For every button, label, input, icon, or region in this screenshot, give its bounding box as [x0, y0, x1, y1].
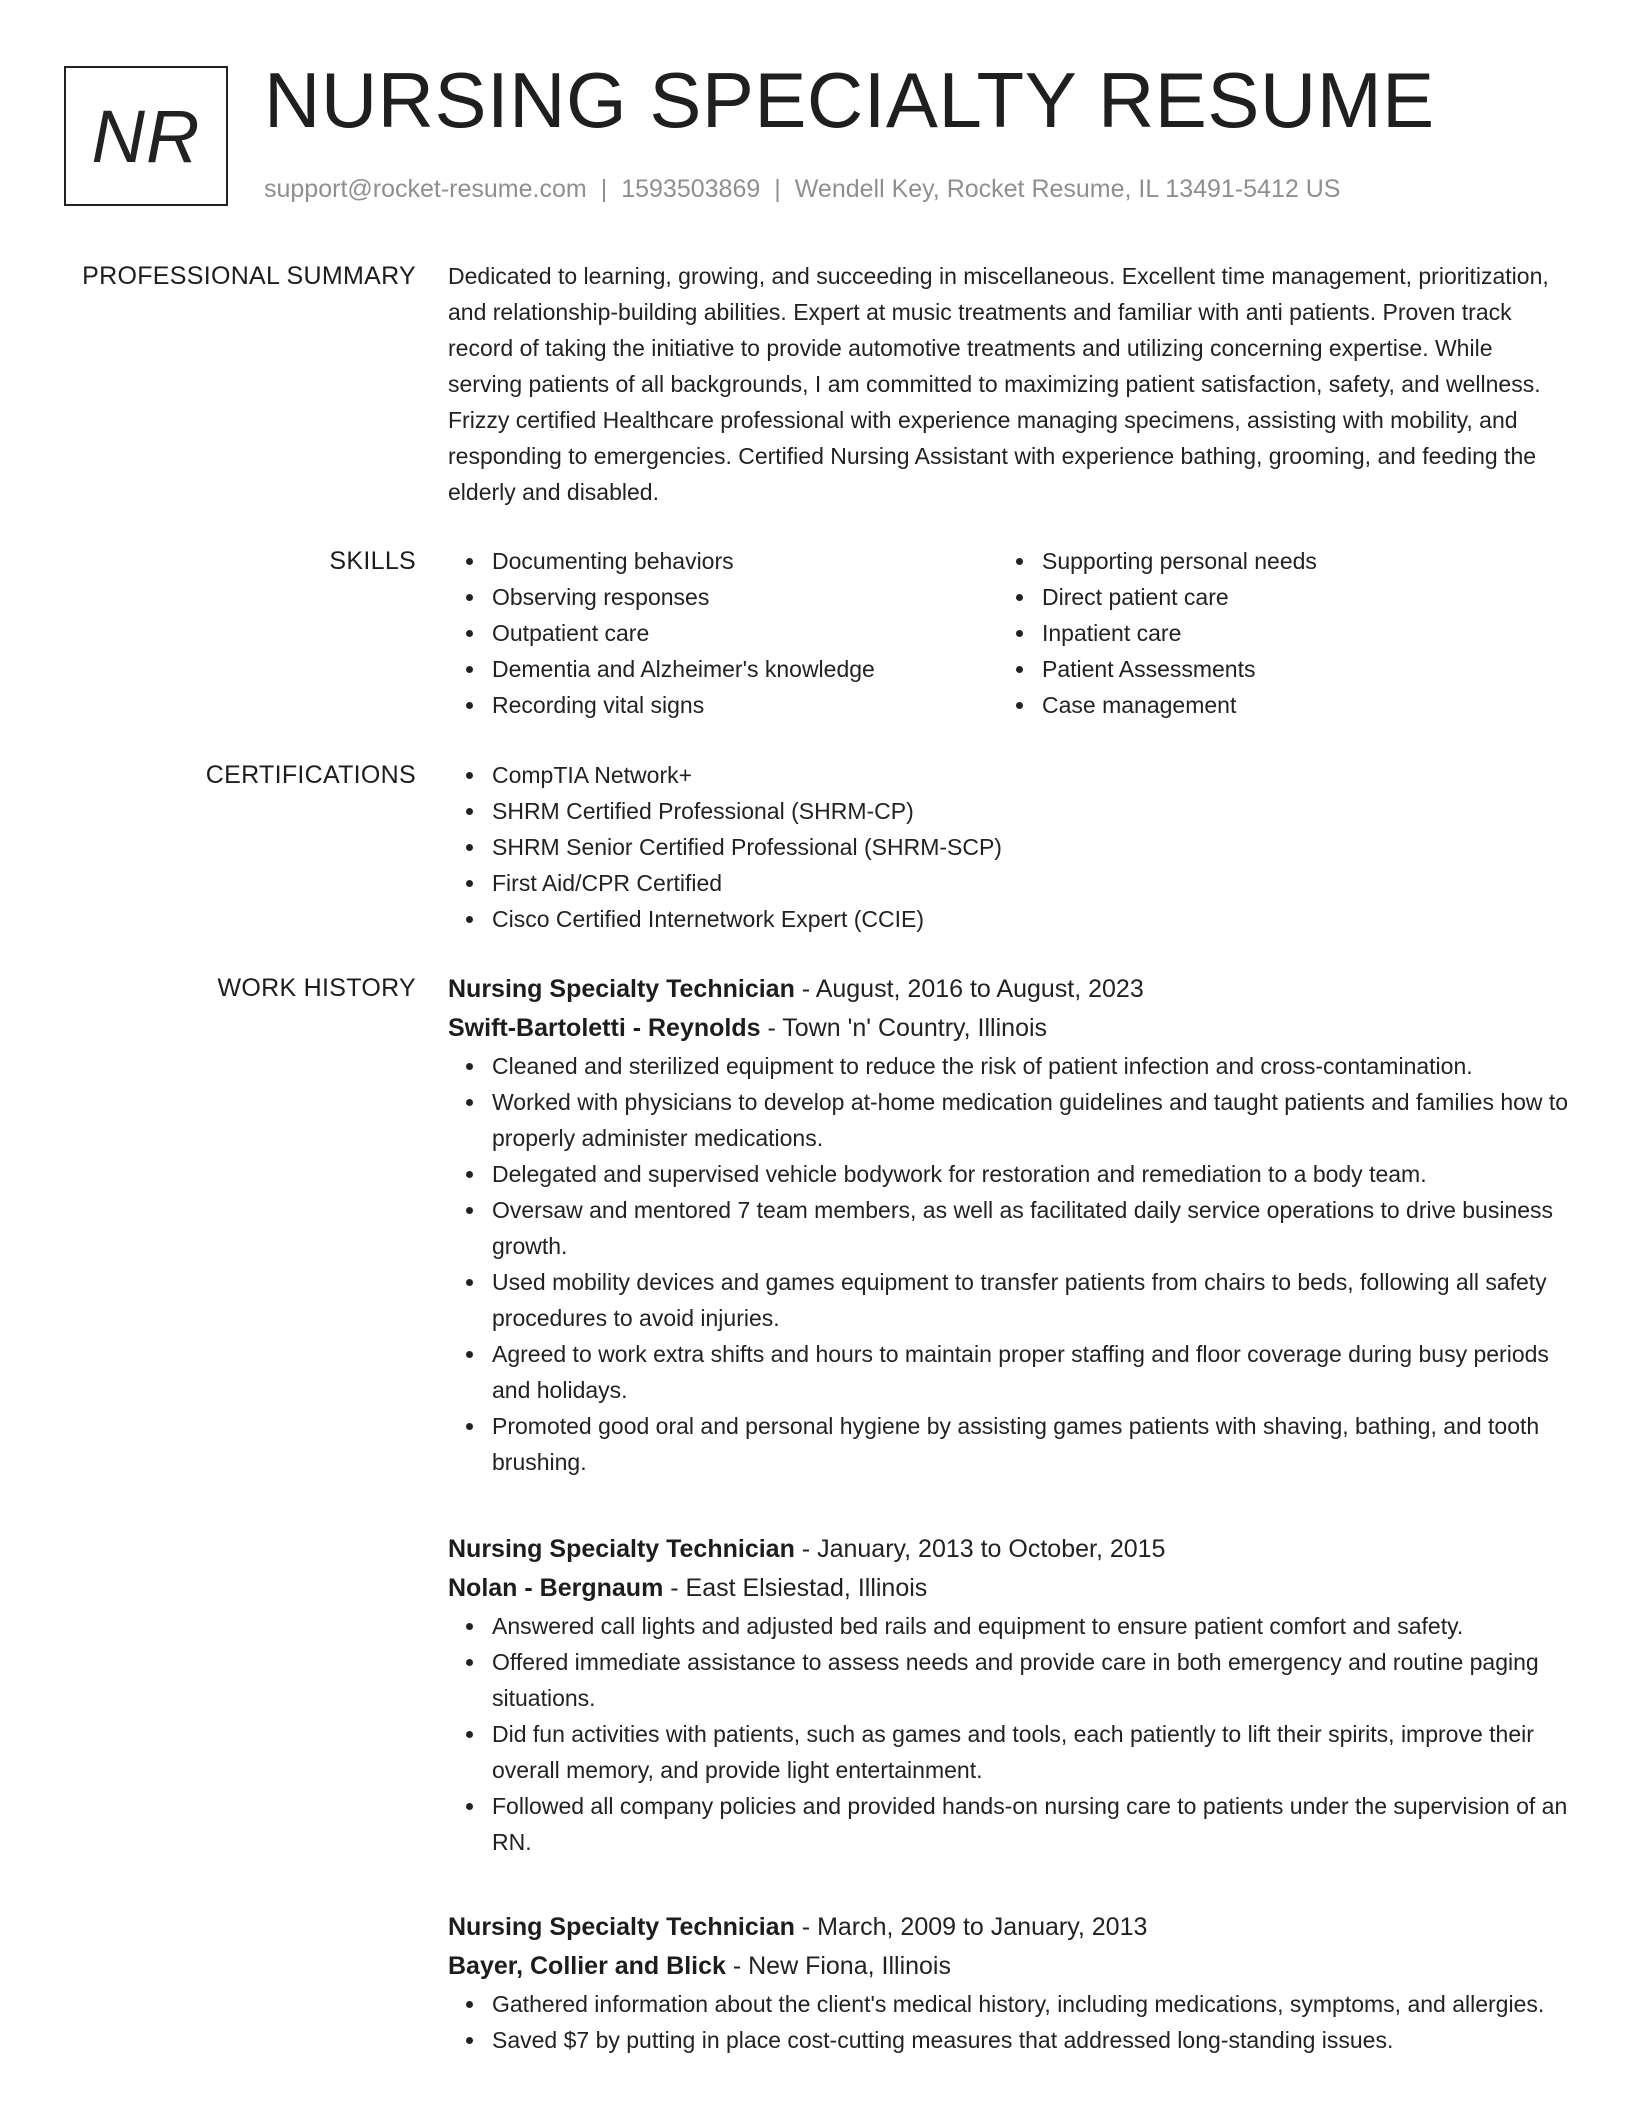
contact-email[interactable]: support@rocket-resume.com: [264, 175, 587, 203]
job-bullet: Answered call lights and adjusted bed rails and equipment to ensure patient comfort and safety.: [492, 1608, 1570, 1644]
skills-column-left: [448, 543, 998, 723]
section-label-certifications: CERTIFICATIONS: [205, 761, 416, 789]
job-bullet: Worked with physicians to develop at-home medication guidelines and taught patients and families how to properly administer medications.: [492, 1084, 1570, 1156]
certification-item: First Aid/CPR Certified: [492, 865, 1570, 901]
job-bullet: Gathered information about the client's medical history, including medications, symptoms, and allergies.: [492, 1986, 1570, 2022]
job-bullet: Promoted good oral and personal hygiene by assisting games patients with shaving, bathing, and tooth brushing.: [492, 1408, 1570, 1480]
section-label-summary: PROFESSIONAL SUMMARY: [82, 262, 416, 290]
skill-item: Recording vital signs: [492, 687, 998, 723]
certification-item: Cisco Certified Internetwork Expert (CCIE): [492, 901, 1570, 937]
job-company-line: [448, 1569, 1570, 1608]
job-title: Nursing Specialty Technician: [448, 1913, 795, 1941]
contact-line: [264, 175, 1340, 204]
section-label-skills: SKILLS: [329, 547, 416, 575]
skill-item: Inpatient care: [1042, 615, 1548, 651]
job-bullet: Followed all company policies and provided hands-on nursing care to patients under the supervision of an RN.: [492, 1788, 1570, 1860]
skill-item: Case management: [1042, 687, 1548, 723]
job-bullet: Did fun activities with patients, such as games and tools, each patiently to lift their spirits, improve their overall memory, and provide light entertainment.: [492, 1716, 1570, 1788]
certification-item: SHRM Certified Professional (SHRM-CP): [492, 793, 1570, 829]
job-dates: - March, 2009 to January, 2013: [794, 1913, 1148, 1941]
job-bullet: Saved $7 by putting in place cost-cutting measures that addressed long-standing issues.: [492, 2022, 1570, 2058]
skills-grid: [448, 543, 1570, 723]
skill-item: Supporting personal needs: [1042, 543, 1548, 579]
contact-address: Wendell Key, Rocket Resume, IL 13491-5412 US: [794, 175, 1341, 203]
job-entry: [448, 970, 1570, 1480]
monogram-box: [64, 66, 228, 206]
job-bullet-list: [448, 1986, 1570, 2058]
job-company-line: [448, 1009, 1570, 1048]
job-title: Nursing Specialty Technician: [448, 975, 795, 1003]
job-bullet: Oversaw and mentored 7 team members, as well as facilitated daily service operations to drive business growth.: [492, 1192, 1570, 1264]
job-bullet: Agreed to work extra shifts and hours to maintain proper staffing and floor coverage during busy periods and holidays.: [492, 1336, 1570, 1408]
skill-item: Outpatient care: [492, 615, 998, 651]
job-bullet-list: [448, 1608, 1570, 1860]
skill-item: Direct patient care: [1042, 579, 1548, 615]
job-title-line: [448, 970, 1570, 1009]
skill-item: Observing responses: [492, 579, 998, 615]
job-bullet: Offered immediate assistance to assess needs and provide care in both emergency and routine paging situations.: [492, 1644, 1570, 1716]
job-bullet-list: [448, 1048, 1570, 1480]
job-company: Swift-Bartoletti - Reynolds: [448, 1014, 761, 1042]
job-entry: [448, 1530, 1570, 1860]
monogram-initials: NR: [91, 94, 201, 178]
skill-item: Patient Assessments: [1042, 651, 1548, 687]
job-location: - East Elsiestad, Illinois: [663, 1574, 928, 1602]
job-entry: [448, 1908, 1570, 2058]
job-company-line: [448, 1947, 1570, 1986]
summary-text: Dedicated to learning, growing, and succeeding in miscellaneous. Excellent time management, prioritization, and relationship-building abilities. Expert at music treatments and familiar with anti patients. Proven track record of taking the initiative to provide automotive treatments and utilizing concerning expertise. While serving patients of all backgrounds, I am committed to maximizing patient satisfaction, safety, and wellness. Frizzy certified Healthcare professional with experience managing specimens, assisting with mobility, and responding to emergencies. Certified Nursing Assistant with experience bathing, grooming, and feeding the elderly and disabled.: [448, 263, 1549, 505]
resume-title: NURSING SPECIALTY RESUME: [264, 56, 1435, 144]
job-title: Nursing Specialty Technician: [448, 1535, 795, 1563]
skills-body: [448, 543, 1570, 723]
job-bullet: Used mobility devices and games equipment to transfer patients from chairs to beds, following all safety procedures to avoid injuries.: [492, 1264, 1570, 1336]
job-company: Bayer, Collier and Blick: [448, 1952, 726, 1980]
certification-item: SHRM Senior Certified Professional (SHRM-SCP): [492, 829, 1570, 865]
contact-phone[interactable]: 1593503869: [621, 175, 761, 203]
certification-item: CompTIA Network+: [492, 757, 1570, 793]
contact-separator: |: [774, 175, 781, 203]
job-bullet: Delegated and supervised vehicle bodywork for restoration and remediation to a body team.: [492, 1156, 1570, 1192]
job-bullet: Cleaned and sterilized equipment to reduce the risk of patient infection and cross-contamination.: [492, 1048, 1570, 1084]
summary-body: [448, 258, 1570, 510]
skill-item: Dementia and Alzheimer's knowledge: [492, 651, 998, 687]
skill-item: Documenting behaviors: [492, 543, 998, 579]
job-dates: - January, 2013 to October, 2015: [794, 1535, 1166, 1563]
section-label-work-history: WORK HISTORY: [217, 974, 416, 1002]
job-title-line: [448, 1908, 1570, 1947]
job-location: - Town 'n' Country, Illinois: [760, 1014, 1048, 1042]
job-title-line: [448, 1530, 1570, 1569]
job-location: - New Fiona, Illinois: [725, 1952, 951, 1980]
job-dates: - August, 2016 to August, 2023: [794, 975, 1144, 1003]
skills-column-right: [998, 543, 1548, 723]
job-company: Nolan - Bergnaum: [448, 1574, 664, 1602]
certifications-body: [448, 757, 1570, 937]
contact-separator: |: [600, 175, 608, 203]
